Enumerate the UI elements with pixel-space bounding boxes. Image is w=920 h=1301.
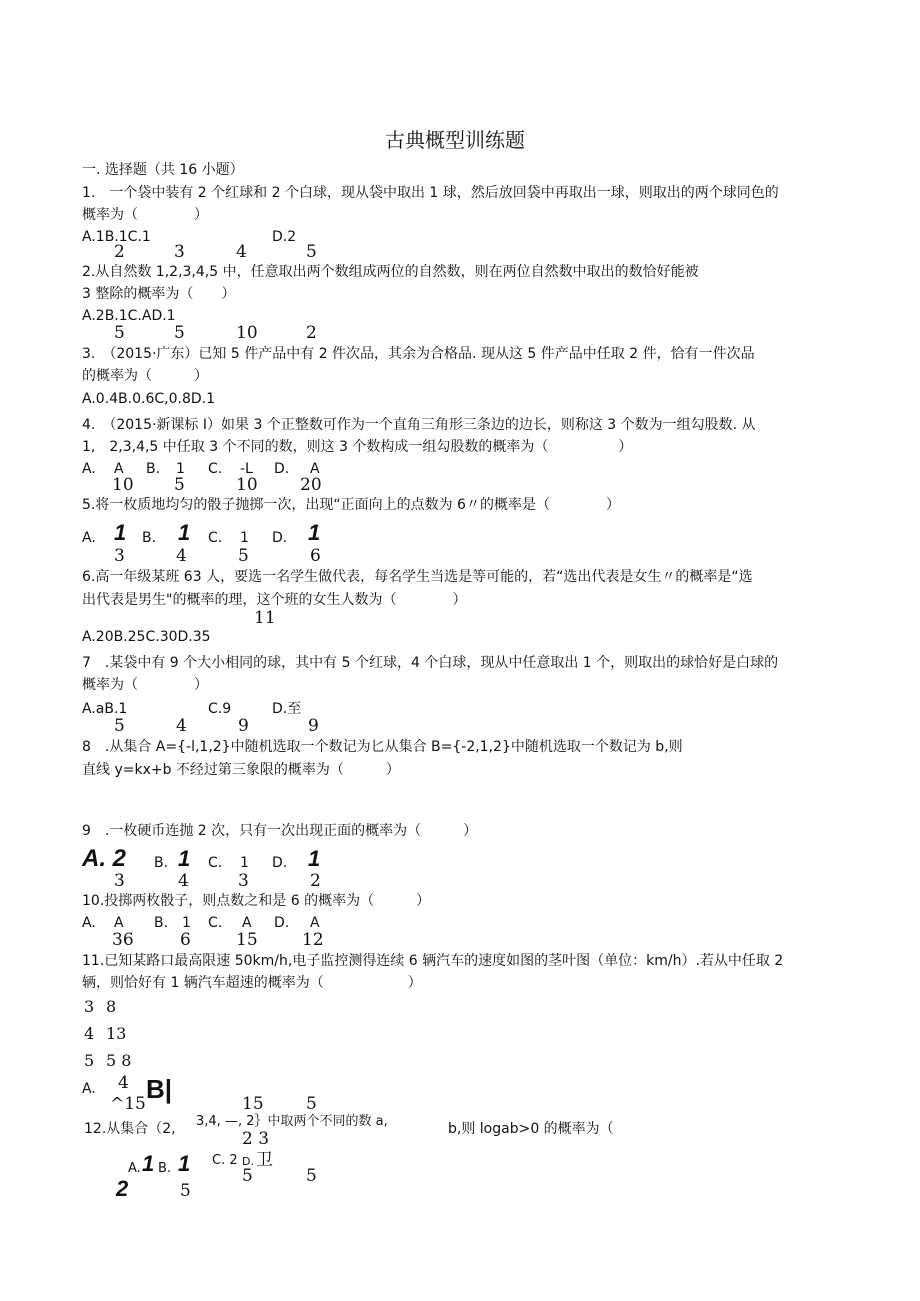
question-text: 3. （2015·广东）已知 5 件产品中有 2 件次品，其余为合格品. 现从这 5 件产品中任取 2 件，恰有一件次品 <box>82 346 755 362</box>
numerator: 卫 <box>256 1150 273 1170</box>
denominator: 11 <box>254 608 276 628</box>
numerator: A <box>310 915 320 931</box>
leaves: 8 <box>106 997 117 1016</box>
option-a: A. <box>82 915 96 931</box>
denominator: 10 <box>236 323 258 343</box>
option-a: A. <box>82 461 96 477</box>
section-heading: 一. 选择题（共 16 小题） <box>82 162 244 178</box>
denominator: 5 <box>306 1094 317 1114</box>
option-d: D. <box>272 530 288 546</box>
denominator: 2 <box>114 242 125 262</box>
question-text: 3 整除的概率为（ ） <box>82 286 236 302</box>
denominator: 9 <box>238 716 249 736</box>
question-text: b,则 logab>0 的概率为（ <box>448 1121 614 1137</box>
denominator: 9 <box>308 716 319 736</box>
question-text: 辆，则恰好有 1 辆汽车超速的概率为（ ） <box>82 975 422 991</box>
question-text: 3,4, —, 2｝中取两个不同的数 a, <box>196 1114 388 1129</box>
leaves: 5 8 <box>106 1051 132 1070</box>
denominator: 2 <box>116 1176 129 1201</box>
denominator: 5 <box>114 323 125 343</box>
question-text: 的概率为（ ） <box>82 368 208 384</box>
denominator: 3 <box>174 242 185 262</box>
denominator: 15 <box>236 930 258 950</box>
option-c: C. <box>208 855 223 871</box>
denominator: 6 <box>310 546 321 566</box>
option-a: A. <box>82 530 96 546</box>
denominator: 15 <box>242 1094 264 1114</box>
option-d: D. <box>272 855 288 871</box>
denominator: 2 <box>306 323 317 343</box>
question-text: 4. （2015·新课标 I）如果 3 个正整数可作为一个直角三角形三条边的边长，则称这 3 个数为一组勾股数. 从 <box>82 417 756 433</box>
numerator: 4 <box>118 1073 129 1093</box>
option-b: B. <box>146 461 161 477</box>
denominator: 12 <box>302 930 324 950</box>
denominator: 3 <box>114 546 125 566</box>
question-text: 8 .从集合 A={-l,1,2}中随机选取一个数记为匕从集合 B={-2,1,2}中随机选取一个数记为 b,则 <box>82 739 683 755</box>
numerator: 1 <box>182 915 191 931</box>
option-b: B. <box>158 1161 172 1176</box>
denominator: 4 <box>236 242 247 262</box>
numerator: 1 <box>240 530 249 546</box>
question-text: 12.从集合（2, <box>84 1121 176 1137</box>
denominator: 20 <box>300 475 322 495</box>
option-a: A. <box>128 1161 141 1176</box>
option-a: A. <box>82 1081 96 1097</box>
denominator: 2 <box>310 871 321 891</box>
question-text: 9 .一枚硬币连抛 2 次，只有一次出现正面的概率为（ ） <box>82 823 478 839</box>
question-text: 直线 y=kx+b 不经过第三象限的概率为（ ） <box>82 762 400 778</box>
question-text: 10.投掷两枚骰子，则点数之和是 6 的概率为（ ） <box>82 893 431 909</box>
option-c: C. <box>208 461 223 477</box>
denominator: 5 <box>242 1166 253 1186</box>
option-row: A.20B.25C.30D.35 <box>82 629 211 645</box>
option-d: D. <box>274 461 290 477</box>
question-text: 5.将一枚质地均匀的骰子抛掷一次，出现“正面向上的点数为 6〃的概率是（ ） <box>82 497 620 513</box>
option-c: C. <box>208 915 223 931</box>
stem: 5 <box>84 1051 95 1070</box>
leaves: 13 <box>106 1024 127 1043</box>
denominator: 4 <box>176 546 187 566</box>
stem: 4 <box>84 1024 95 1043</box>
option-row: A.2B.1C.AD.1 <box>82 308 176 324</box>
denominator: 5 <box>174 475 185 495</box>
option-d: D.至 <box>272 701 302 717</box>
numerator: A <box>310 461 320 477</box>
denominator: ^15 <box>110 1094 146 1114</box>
option-a: A. 2 <box>82 845 127 872</box>
denominator: 5 <box>238 546 249 566</box>
question-text: 7 .某袋中有 9 个大小相同的球，其中有 5 个红球，4 个白球，现从中任意取出 1 个，则取出的球恰好是白球的 <box>82 655 779 671</box>
denominator: 5 <box>114 716 125 736</box>
question-text: 1, 2,3,4,5 中任取 3 个不同的数，则这 3 个数构成一组勾股数的概率为（ ） <box>82 439 633 455</box>
numerator: -L <box>240 461 253 477</box>
option-row: A.1B.1C.1 <box>82 229 151 245</box>
numerator: A <box>114 915 124 931</box>
option-b: B. <box>154 855 169 871</box>
denominator: 10 <box>236 475 258 495</box>
denominator: 4 <box>176 716 187 736</box>
denominator: 36 <box>112 930 134 950</box>
option-b: B. <box>154 915 169 931</box>
option-b: B. <box>142 530 157 546</box>
option-c: C. <box>208 530 223 546</box>
option-d: D. <box>242 1155 254 1168</box>
option-row: A.aB.1 <box>82 701 128 717</box>
option-b: B| <box>146 1074 173 1104</box>
question-text: 概率为（ ） <box>82 207 208 223</box>
option-d: D. <box>274 915 290 931</box>
numerator: 1 <box>142 1151 155 1176</box>
numerator: 1 <box>178 520 191 545</box>
question-text: 出代表是男生"的概率的理，这个班的女生人数为（ ） <box>82 592 467 608</box>
question-text: 2.从自然数 1,2,3,4,5 中，任意取出两个数组成两位的自然数，则在两位自然数中取出的数恰好能被 <box>82 264 699 280</box>
denominator: 3 <box>238 871 249 891</box>
numerator: 1 <box>308 520 321 545</box>
option-c: C. 2 <box>212 1153 238 1168</box>
denominator: 4 <box>178 871 189 891</box>
question-text: 1. 一个袋中装有 2 个红球和 2 个白球，现从袋中取出 1 球，然后放回袋中再取出一球，则取出的两个球同色的 <box>82 185 779 201</box>
question-text: 6.高一年级某班 63 人，要选一名学生做代表，每名学生当选是等可能的，若“选出代表是女生〃的概率是“选 <box>82 569 753 585</box>
numerator: 1 <box>178 1151 191 1176</box>
page-title: 古典概型训练题 <box>385 128 525 152</box>
denominator: 10 <box>112 475 134 495</box>
question-text: 11.已知某路口最高限速 50km/h,电子监控测得连续 6 辆汽车的速度如图的茎叶图（单位：km/h）.若从中任取 2 <box>82 953 784 969</box>
denominator: 5 <box>306 242 317 262</box>
option-d: D.2 <box>272 229 297 245</box>
numerator: 1 <box>176 461 185 477</box>
option-row: A.0.4B.0.6C,0.8D.1 <box>82 391 215 407</box>
denominator: 2 3 <box>242 1129 270 1149</box>
numerator: A <box>114 461 124 477</box>
question-text: 概率为（ ） <box>82 677 208 693</box>
denominator: 5 <box>180 1181 191 1201</box>
denominator: 6 <box>180 930 191 950</box>
numerator: 1 <box>308 846 321 871</box>
numerator: 1 <box>240 855 249 871</box>
stem: 3 <box>84 997 95 1016</box>
numerator: 1 <box>114 520 127 545</box>
numerator: 1 <box>178 846 191 871</box>
denominator: 5 <box>306 1166 317 1186</box>
denominator: 3 <box>114 871 125 891</box>
denominator: 5 <box>174 323 185 343</box>
option-c: C.9 <box>208 701 232 717</box>
numerator: A <box>242 915 252 931</box>
